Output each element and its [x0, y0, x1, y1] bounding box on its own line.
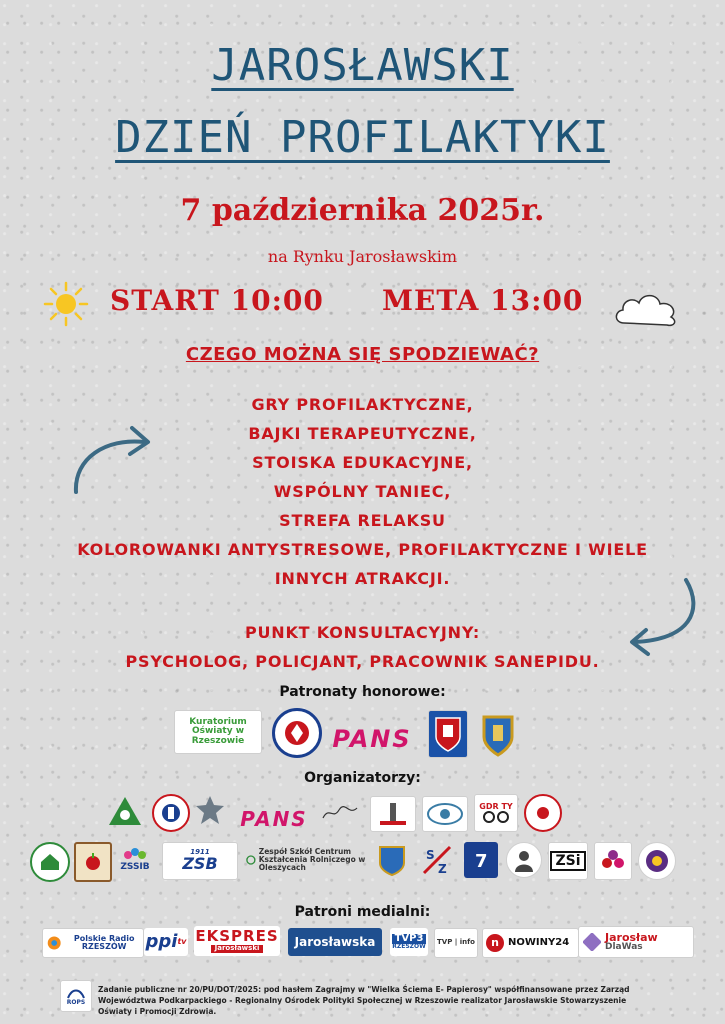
- activity-item: GRY PROFILAKTYCZNE,: [251, 395, 474, 414]
- consultation-heading: PUNKT KONSULTACYJNY:: [244, 623, 481, 642]
- organizer-logo-signature: [320, 800, 360, 826]
- organizer-logo-zsi: ZSi: [548, 842, 588, 880]
- county-coat-of-arms-logo: [478, 710, 518, 758]
- nasz-jaroslawska-logo: Jarosławska: [288, 928, 382, 956]
- svg-text:Z: Z: [438, 862, 447, 876]
- kuratorium-logo: Kuratorium Oświaty w Rzeszowie: [174, 710, 262, 754]
- activity-item: STREFA RELAKSU: [279, 511, 446, 530]
- organizer-logo-eye: [422, 796, 468, 832]
- consultation-people: PSYCHOLOG, POLICJANT, PRACOWNIK SANEPIDU.: [125, 652, 600, 671]
- organizer-logo-zsb: 1911 ZSB: [162, 842, 238, 880]
- organizer-logo-pans: PANS: [240, 806, 308, 831]
- jaroslaw-dlawas-logo: Jarosław DlaWas: [578, 926, 694, 958]
- activity-item: KOLOROWANKI ANTYSTRESOWE, PROFILAKTYCZNE I WIELE: [77, 540, 648, 559]
- pans-logo: PANS: [332, 726, 412, 754]
- ppi-tv-logo: ppi tv: [144, 928, 188, 956]
- activity-item: STOISKA EDUKACYJNE,: [252, 453, 473, 472]
- organizer-logo-school-7: [464, 842, 498, 878]
- organizer-logo-school-seal: [524, 794, 562, 832]
- finish-time: META 13:00: [382, 284, 584, 317]
- svg-text:S: S: [426, 848, 435, 862]
- tvp-info-logo: TVP | info: [434, 928, 478, 958]
- organizer-logo-gdr-ty: GDR TY: [474, 794, 518, 832]
- footer-note: Zadanie publiczne nr 20/PU/DOT/2025: pod hasłem Zagrajmy w "Wielka Ściema E- Papierosy" współfinansowane przez Zarząd Województwa Podkarpackiego - Regionalny Ośrodek Polityki Społecznej w Rzeszowie realizator Jarosławskie Stowarzyszenie Oświaty i Promocji Zdrowia.: [98, 985, 630, 1016]
- honorary-patrons-heading: Patronaty honorowe:: [279, 684, 446, 700]
- sun-icon: [42, 280, 90, 328]
- city-coat-of-arms-logo: [428, 710, 468, 758]
- organizer-logo-round: [638, 842, 676, 880]
- organizer-logo-zsckr: Zespół Szkół Centrum Kształcenia Rolniczego w Oleszycach: [246, 842, 370, 878]
- organizers-heading: Organizatorzy:: [304, 770, 421, 786]
- activity-item: BAJKI TERAPEUTYCZNE,: [248, 424, 477, 443]
- organizer-logo-triangle: [106, 794, 144, 828]
- title-line-2: DZIEŃ PROFILAKTYKI: [115, 112, 610, 163]
- cloud-icon: [610, 285, 682, 331]
- nowiny24-logo: n NOWINY24: [482, 928, 579, 958]
- event-date: 7 października 2025r.: [180, 193, 545, 228]
- organizer-logo-police: [194, 794, 226, 828]
- organizer-logo-sz: [418, 842, 456, 878]
- ekspres-logo: EKSPRES Jarosławski: [194, 926, 280, 956]
- activity-item: INNYCH ATRAKCJI.: [274, 569, 451, 588]
- organizer-logo-zssib: ZSSIB: [116, 842, 154, 878]
- state-fire-service-logo: [272, 708, 322, 758]
- organizer-logo-portrait: [506, 842, 542, 878]
- organizer-logo-flower: [594, 842, 632, 880]
- tvp3-logo: TVP3 RZESZÓW: [390, 928, 428, 956]
- expectations-heading: CZEGO MOŻNA SIĘ SPODZIEWAĆ?: [185, 344, 540, 365]
- rops-logo: ROPS: [60, 980, 92, 1012]
- start-time: START 10:00: [110, 284, 324, 317]
- activity-item: WSPÓLNY TANIEC,: [273, 482, 452, 501]
- polskie-radio-logo: Polskie Radio RZESZÓW: [42, 928, 144, 958]
- event-place: na Rynku Jarosławskim: [267, 247, 458, 266]
- curved-arrow-left-icon: [66, 418, 158, 496]
- organizer-logo-apple: [74, 842, 112, 882]
- organizer-logo-association: [370, 796, 416, 832]
- svg-text:7: 7: [475, 851, 488, 871]
- organizer-logo-sanepid: [152, 794, 190, 832]
- organizer-logo-crest: [374, 842, 410, 878]
- title-line-1: JAROSŁAWSKI: [211, 40, 514, 91]
- media-patrons-heading: Patroni medialni:: [294, 904, 431, 920]
- organizer-logo-house: [30, 842, 70, 882]
